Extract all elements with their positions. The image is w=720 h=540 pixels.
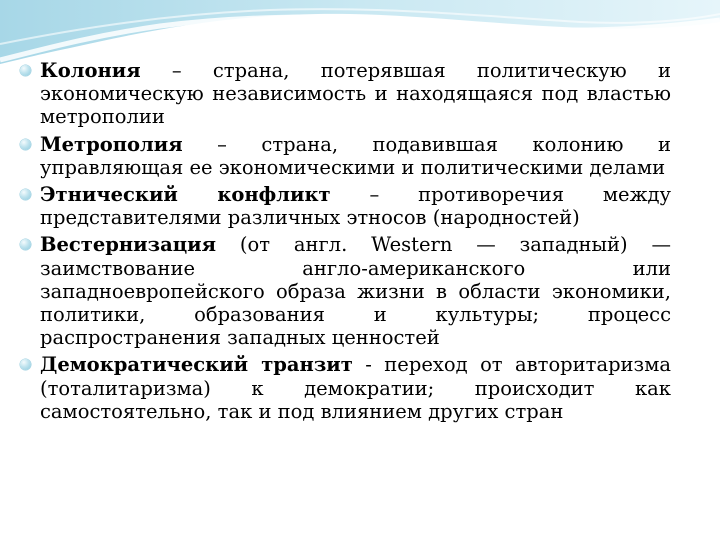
term: Колония: [40, 59, 141, 82]
definition: – противоречия между представителями различных этносов (народностей): [40, 183, 671, 230]
term: Метрополия: [40, 132, 183, 156]
term: Демократический транзит: [40, 353, 353, 377]
definition: (от англ. Western — западный) — заимствование англо-американского или западноевропейского образа жизни в области экономики, политики, образования и культуры; процесс распространения западных ценностей: [40, 233, 671, 350]
list-item: [20, 233, 671, 349]
definition: – страна, потерявшая политическую и экономическую независимость и находящаяся под властью метрополии: [40, 59, 671, 129]
list-item: [20, 183, 671, 229]
definition-list: [20, 59, 671, 427]
bullet-icon: [20, 359, 31, 370]
list-item: [20, 133, 671, 179]
list-item: [20, 353, 671, 423]
term: Этнический конфликт: [40, 183, 331, 207]
definition: – страна, подавившая колонию и управляющая ее экономическими и политическими делами: [40, 132, 671, 179]
bullet-icon: [20, 239, 31, 250]
bullet-icon: [20, 65, 31, 76]
term: Вестернизация: [40, 233, 216, 257]
definition: - переход от авторитаризма (тоталитаризма) к демократии; происходит как самостоятельно, так и под влиянием других стран: [40, 353, 671, 423]
list-item: [20, 59, 671, 129]
bullet-icon: [20, 139, 31, 150]
bullet-icon: [20, 189, 31, 200]
